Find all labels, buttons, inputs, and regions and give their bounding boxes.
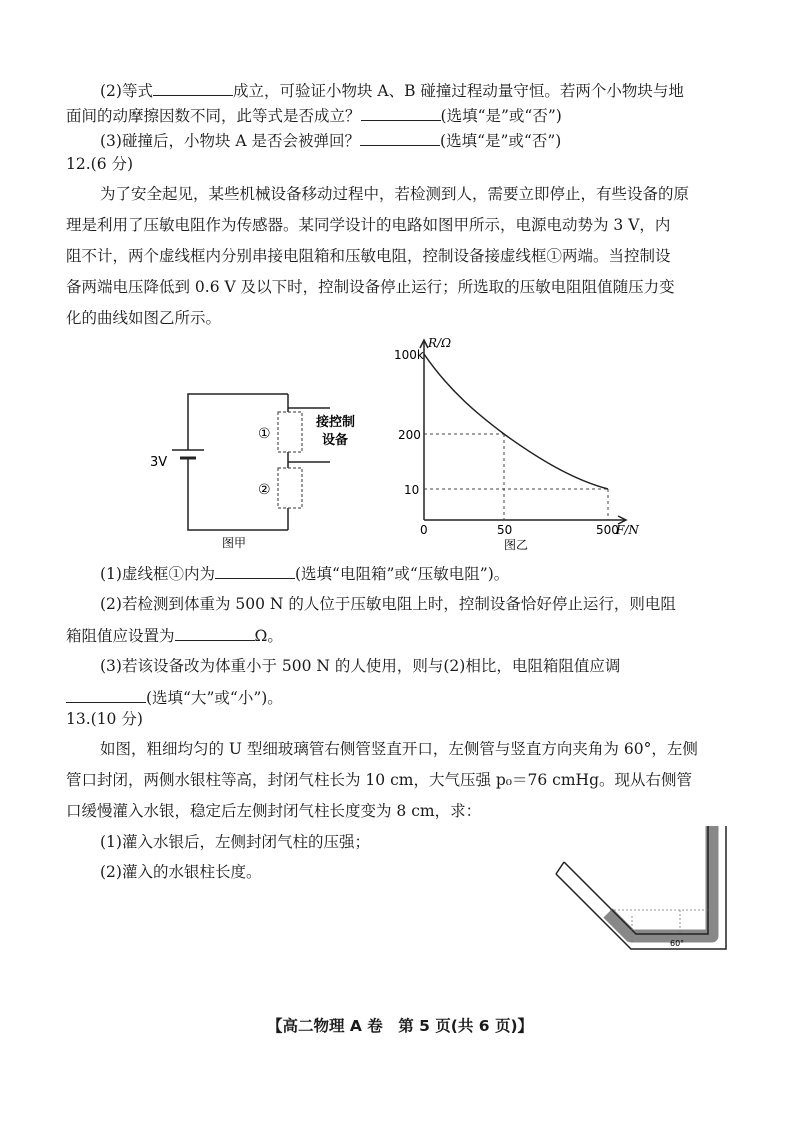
x-tick-label: 500 — [596, 523, 619, 537]
box1-label: ① — [258, 426, 271, 442]
answer-blank[interactable] — [153, 79, 233, 96]
q12-sub2-line1: (2)若检测到体重为 500 N 的人位于压敏电阻上时，控制设备恰好停止运行，则电阻 — [100, 595, 676, 613]
answer-blank[interactable] — [215, 562, 295, 579]
q12-sub2-line2: 箱阻值应设置为 Ω。 — [66, 624, 283, 647]
mercury-column — [608, 826, 712, 936]
q13-question-2: (2)灌入的水银柱长度。 — [100, 863, 262, 881]
q11-part2-line2: 面间的动摩擦因数不同，此等式是否成立？ (选填“是”或“否”) — [66, 104, 562, 127]
y-tick-label: 200 — [398, 428, 421, 442]
answer-blank[interactable] — [66, 686, 146, 703]
figure-yi-caption: 图乙 — [504, 538, 529, 552]
q12-sub3-line1: (3)若该设备改为体重小于 500 N 的人使用，则与(2)相比，电阻箱阻值应调 — [100, 657, 621, 675]
emf-label: 3V — [150, 455, 168, 470]
q12-stem-line: 阻不计，两个虚线框内分别串接电阻箱和压敏电阻，控制设备接虚线框①两端。当控制设 — [66, 247, 671, 265]
q12-stem-line: 为了安全起见，某些机械设备移动过程中，若检测到人，需要立即停止，有些设备的原 — [100, 185, 690, 203]
y-tick-label: 10 — [404, 483, 420, 497]
dashed-box-2 — [278, 468, 302, 508]
page-footer: 【高二物理 A 卷 第 5 页(共 6 页)】 — [266, 1017, 534, 1035]
q12-sub1: (1)虚线框①内为 (选填“电阻箱”或“压敏电阻”)。 — [100, 562, 509, 585]
circuit-diagram — [140, 380, 380, 555]
x-axis-label: F/N — [616, 523, 639, 537]
answer-blank[interactable] — [175, 624, 255, 641]
connect-label-1: 接控制 — [316, 415, 356, 430]
answer-blank[interactable] — [361, 104, 441, 121]
q12-stem-line: 理是利用了压敏电阻作为传感器。某同学设计的电路如图甲所示，电源电动势为 3 V，内 — [66, 216, 671, 234]
x-tick-label: 50 — [497, 523, 513, 537]
q13-header: 13.(10 分) — [66, 710, 143, 728]
resistance-force-graph — [388, 332, 660, 554]
q12-header: 12.(6 分) — [66, 155, 134, 173]
q13-stem-line: 如图，粗细均匀的 U 型细玻璃管右侧管竖直开口，左侧管与竖直方向夹角为 60°，左侧 — [100, 740, 698, 758]
q12-sub3-line2: (选填“大”或“小”)。 — [66, 686, 283, 709]
y-tick-label: 100k — [394, 348, 424, 362]
q13-stem-line: 口缓慢灌入水银，稳定后左侧封闭气柱长度变为 8 cm，求： — [66, 802, 482, 820]
q12-stem-line: 备两端电压降低到 0.6 V 及以下时，控制设备停止运行；所选取的压敏电阻阻值随压力变 — [66, 278, 675, 296]
q12-stem-line: 化的曲线如图乙所示。 — [66, 309, 222, 327]
dashed-box-1 — [278, 412, 302, 452]
y-axis-label: R/Ω — [428, 336, 452, 350]
connect-label-2: 设备 — [322, 433, 349, 448]
box2-label: ② — [258, 482, 271, 498]
q13-stem-line: 管口封闭，两侧水银柱等高，封闭气柱长为 10 cm，大气压强 p₀＝76 cmHg。现从右侧管 — [66, 771, 692, 789]
answer-blank[interactable] — [360, 129, 440, 146]
q11-part3: (3)碰撞后，小物块 A 是否会被弹回？ (选填“是”或“否”) — [100, 129, 561, 152]
u-tube-figure — [548, 822, 748, 972]
q13-question-1: (1)灌入水银后，左侧封闭气柱的压强； — [100, 833, 370, 851]
figure-jia-caption: 图甲 — [222, 536, 247, 550]
origin-label: 0 — [420, 523, 428, 537]
q11-part2-line1: (2)等式 成立，可验证小物块 A、B 碰撞过程动量守恒。若两个小物块与地 — [100, 79, 684, 102]
angle-label: 60° — [670, 939, 685, 948]
pressure-resistance-curve — [424, 354, 608, 489]
